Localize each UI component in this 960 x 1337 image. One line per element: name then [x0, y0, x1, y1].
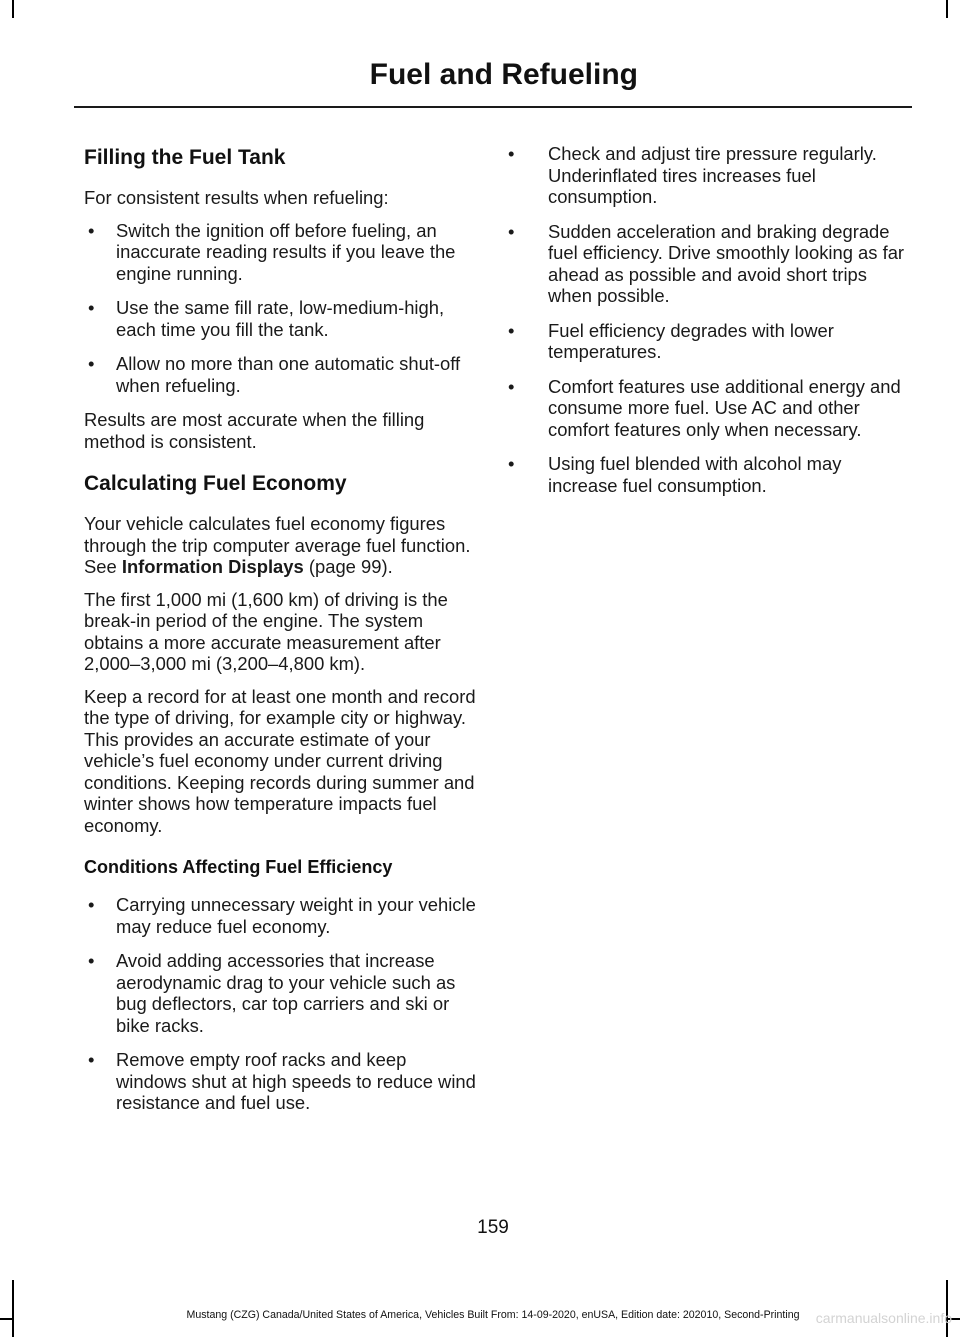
crop-mark-top-left: [12, 0, 14, 18]
filling-list: [84, 220, 476, 397]
page-title: Fuel and Refueling: [369, 58, 638, 91]
bullet: •: [88, 219, 95, 241]
bullet: •: [88, 297, 95, 318]
bullet: •: [88, 894, 95, 915]
page-number: 159: [477, 1217, 509, 1238]
crop-mark-top-right: [946, 0, 948, 18]
heading-calculating-fuel-economy: Calculating Fuel Economy: [84, 472, 347, 495]
bullet: •: [88, 1049, 95, 1070]
list-item: • Remove empty roof racks and keep windows shut at high speeds to reduce wind resistance and fuel use.: [88, 1049, 476, 1113]
filling-intro: For consistent results when refueling:: [84, 187, 389, 208]
list-item: • Fuel efficiency degrades with lower temperatures.: [508, 319, 834, 362]
information-displays-link[interactable]: Information Displays: [121, 556, 304, 577]
list-item: • Comfort features use additional energy and consume more fuel. Use AC and other comfort features only when necessary.: [508, 375, 901, 440]
list-item: • Sudden acceleration and braking degrade fuel efficiency. Drive smoothly looking as far ahead as possible and avoid short trips when possible.: [508, 220, 905, 306]
bullet: •: [508, 220, 515, 242]
watermark: carmanualsonline.info: [815, 1310, 952, 1326]
left-column: [84, 143, 476, 1127]
header-divider: [74, 106, 912, 108]
list-item: • Allow no more than one automatic shut-off when refueling.: [88, 353, 461, 396]
list-item: • Check and adjust tire pressure regularly. Underinflated tires increases fuel consumption.: [508, 143, 877, 207]
footer-note: Mustang (CZG) Canada/United States of America, Vehicles Built From: 14-09-2020, enUSA, Edition date: 202010, Second-Printing: [186, 1309, 800, 1321]
list-item: • Avoid adding accessories that increase aerodynamic drag to your vehicle such as bug deflectors, car top carriers and ski or bike racks.: [88, 950, 456, 1036]
right-column: [508, 143, 908, 509]
list-item: • Use the same fill rate, low-medium-high, each time you fill the tank.: [88, 297, 445, 340]
bullet: •: [88, 950, 95, 971]
bullet: •: [508, 453, 515, 474]
calc-paragraph-2: The first 1,000 mi (1,600 km) of driving is the break-in period of the engine. The system obtains a more accurate measurement after 2,000–3,000 mi (3,200–4,800 km).: [84, 588, 448, 674]
list-item: • Switch the ignition off before fueling, an inaccurate reading results if you leave the engine running.: [88, 219, 456, 284]
bullet: •: [508, 319, 515, 341]
list-item: • Using fuel blended with alcohol may increase fuel consumption.: [508, 453, 842, 496]
calc-paragraph-3: Keep a record for at least one month and record the type of driving, for example city or highway. This provides an accurate estimate of your vehicle’s fuel economy under current driving conditions. Keeping records during summer and winter shows how temperature impacts fuel economy.: [84, 685, 476, 836]
heading-filling-fuel-tank: Filling the Fuel Tank: [84, 146, 286, 169]
bullet: •: [508, 375, 515, 397]
bullet: •: [508, 143, 515, 164]
filling-result: Results are most accurate when the filling method is consistent.: [84, 409, 425, 452]
list-item: • Carrying unnecessary weight in your vehicle may reduce fuel economy.: [88, 894, 476, 937]
calc-paragraph-1: Your vehicle calculates fuel economy figures through the trip computer average fuel function. See Information Displays (page 99).: [84, 513, 471, 577]
heading-conditions-affecting: Conditions Affecting Fuel Efficiency: [84, 857, 393, 877]
bullet: •: [88, 353, 95, 374]
conditions-list-left: [84, 894, 476, 1114]
conditions-list-right: [508, 143, 908, 496]
